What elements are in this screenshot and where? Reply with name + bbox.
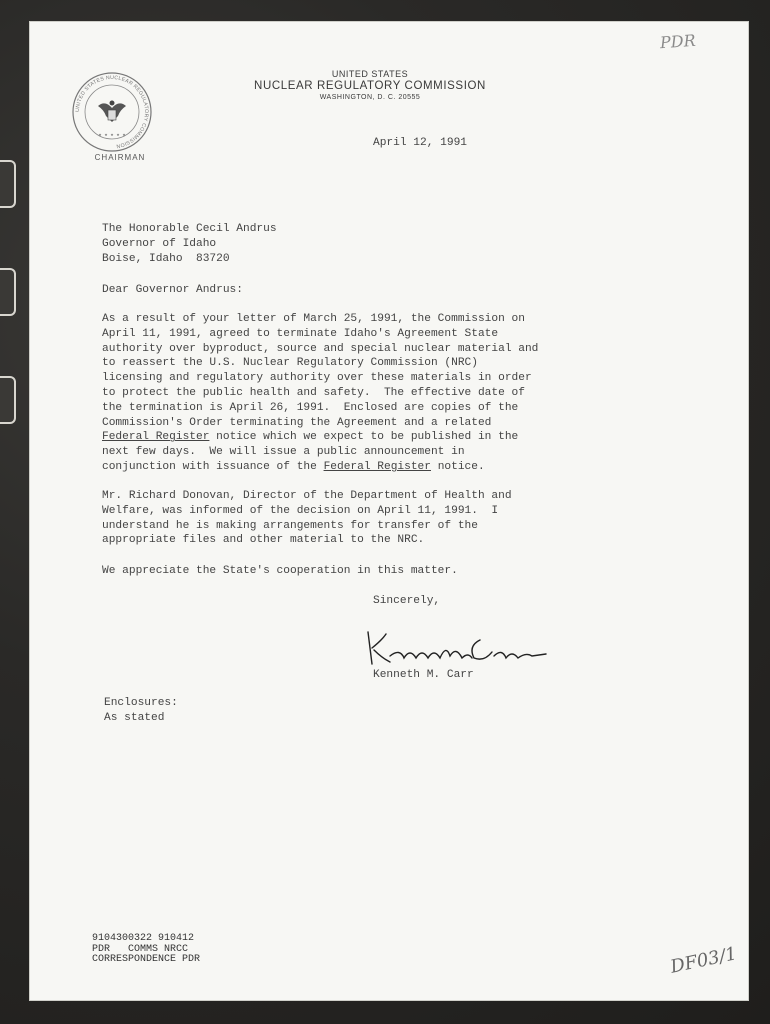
binder-tab bbox=[0, 160, 16, 208]
letterhead bbox=[230, 69, 510, 101]
federal-register-reference: Federal Register bbox=[102, 431, 210, 444]
paragraph-2: Mr. Richard Donovan, Director of the Department of Health and Welfare, was informed of the decision on April 11, 1991. I understand he is making arrangements for transfer of the appropriate files and other material to the NRC. bbox=[102, 490, 512, 547]
footer-line1: 9104300322 910412 bbox=[92, 933, 195, 944]
recipient-line2: Governor of Idaho bbox=[102, 237, 217, 250]
paragraph-1 bbox=[102, 312, 538, 475]
handwritten-signature bbox=[360, 618, 550, 670]
svg-text:★ ★ ★ ★ ★: ★ ★ ★ ★ ★ bbox=[98, 132, 126, 138]
letterhead-agency: NUCLEAR REGULATORY COMMISSION bbox=[254, 80, 486, 92]
handwritten-pdr: PDR bbox=[659, 30, 697, 53]
letterhead-line1: UNITED STATES bbox=[331, 69, 409, 79]
binder-tab bbox=[0, 376, 16, 424]
paragraph-1-part2: notice which we expect to be published in the next few days. We will issue a public announcement in conjunction with issuance of the bbox=[102, 431, 519, 473]
footer-line3: CORRESPONDENCE PDR bbox=[92, 954, 201, 965]
seal-ring-text: UNITED STATES NUCLEAR REGULATORY COMMISSION bbox=[74, 74, 150, 149]
nrc-seal-icon bbox=[70, 70, 154, 154]
paragraph-3: We appreciate the State's cooperation in this matter. bbox=[102, 565, 458, 577]
salutation: Dear Governor Andrus: bbox=[102, 284, 243, 296]
binder-tab bbox=[0, 268, 16, 316]
handwritten-page-mark: DF03/1 bbox=[668, 943, 739, 978]
footer-line2: PDR COMMS NRCC bbox=[92, 943, 189, 955]
document-control-stamp bbox=[92, 934, 200, 966]
letter-date: April 12, 1991 bbox=[373, 137, 467, 149]
recipient-address bbox=[102, 222, 277, 266]
enclosures-value: As stated bbox=[104, 711, 165, 724]
closing: Sincerely, bbox=[373, 595, 441, 607]
letterhead-address: WASHINGTON, D. C. 20555 bbox=[319, 94, 421, 101]
enclosures-label: Enclosures: bbox=[104, 697, 178, 709]
signer-name: Kenneth M. Carr bbox=[373, 669, 474, 681]
enclosures bbox=[104, 696, 178, 726]
recipient-line1: The Honorable Cecil Andrus bbox=[102, 223, 277, 235]
federal-register-reference: Federal Register bbox=[323, 460, 431, 473]
paragraph-1-part3: notice. bbox=[430, 460, 485, 473]
recipient-line3: Boise, Idaho 83720 bbox=[102, 252, 230, 265]
letter-page bbox=[30, 22, 748, 1000]
paragraph-1-part1: As a result of your letter of March 25, 1991, the Commission on April 11, 1991, agreed to terminate Idaho's Agreement State authority over byproduct, source and special nuclear material and to reassert the U.S. Nuclear Regulatory Commission (NRC) licensing and regulatory authority over these materials in order to protect the public health and safety. The effective date of the termination is April 26, 1991. Enclosed are copies of the Commission's Order terminating the Agreement and a related bbox=[102, 313, 539, 429]
seal-caption: CHAIRMAN bbox=[94, 153, 146, 162]
